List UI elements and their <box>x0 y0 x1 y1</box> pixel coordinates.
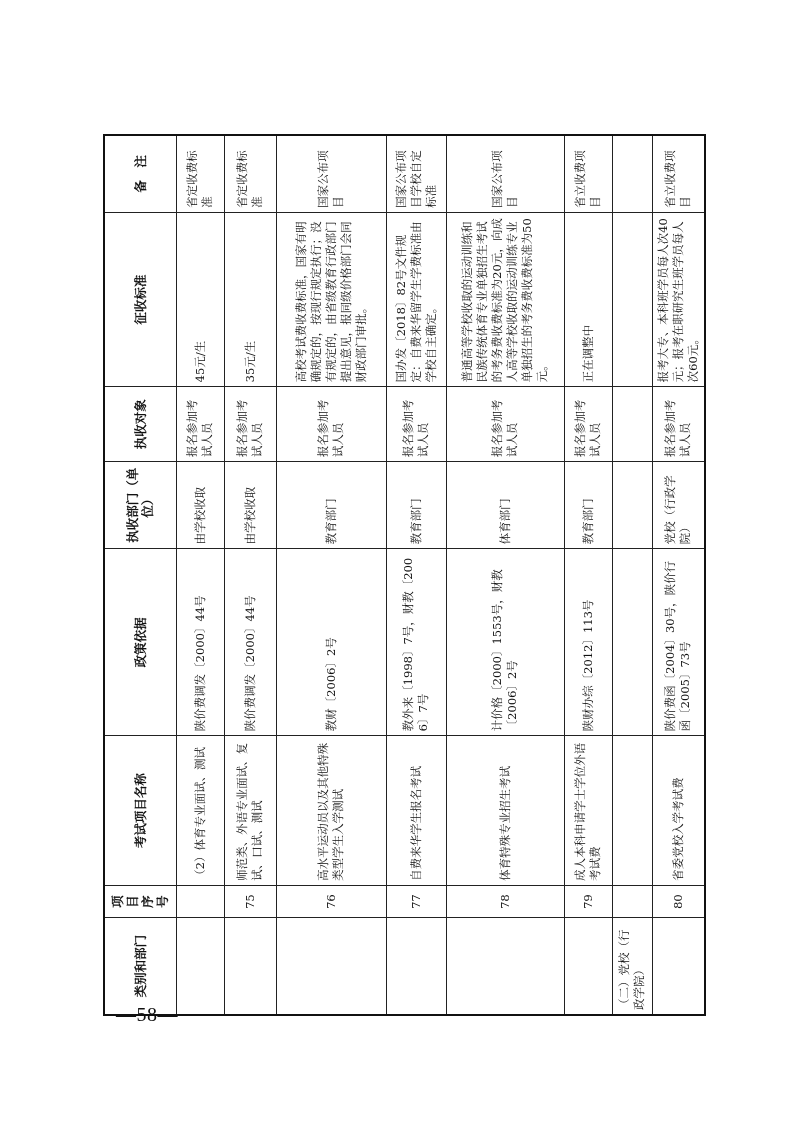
cell-remark: 省定收费标准 <box>176 135 224 212</box>
cell-seq: 78 <box>446 885 564 917</box>
cell-dept: 教育部门 <box>564 462 612 549</box>
table-row <box>224 135 276 1015</box>
cell-dept <box>612 462 652 549</box>
header-target: 执收对象 <box>104 387 176 462</box>
cell-remark: 国家公布项目学校自定标准 <box>386 135 446 212</box>
cell-category <box>276 918 386 1015</box>
rotated-table-wrapper <box>103 134 700 1016</box>
page-number: —58— <box>116 1004 178 1026</box>
cell-category <box>564 918 612 1015</box>
cell-standard <box>612 212 652 387</box>
cell-remark <box>612 135 652 212</box>
cell-policy <box>612 549 652 736</box>
header-name: 考试项目名称 <box>104 736 176 886</box>
cell-name: 省委党校入学考试费 <box>652 736 705 886</box>
cell-standard: 普通高等学校收取的运动训练和民族传统体育专业单独招生考试的考务费收费标准为20元，向成人高等学校收取的运动训练专业单独招生的考务费收费标准为50元。 <box>446 212 564 387</box>
cell-dept: 由学校收取 <box>224 462 276 549</box>
cell-category <box>386 918 446 1015</box>
header-dept: 执收部门（单位） <box>104 462 176 549</box>
table-row <box>446 135 564 1015</box>
table-row <box>652 135 705 1015</box>
cell-category: （二）党校（行政学院） <box>612 918 652 1015</box>
cell-dept: 教育部门 <box>386 462 446 549</box>
cell-seq: 77 <box>386 885 446 917</box>
cell-seq: 76 <box>276 885 386 917</box>
cell-target: 报名参加考试人员 <box>564 387 612 462</box>
fee-table <box>103 134 706 1016</box>
cell-remark: 国家公布项目 <box>276 135 386 212</box>
cell-remark: 省立收费项目 <box>564 135 612 212</box>
header-remark: 备 注 <box>104 135 176 212</box>
header-standard: 征收标准 <box>104 212 176 387</box>
cell-category <box>652 918 705 1015</box>
cell-category <box>446 918 564 1015</box>
cell-policy: 教外来〔1998〕7号，财教〔2006〕7号 <box>386 549 446 736</box>
cell-category <box>176 918 224 1015</box>
table-row <box>564 135 612 1015</box>
cell-category <box>224 918 276 1015</box>
header-seq: 项目序号 <box>104 885 176 917</box>
cell-target: 报名参加考试人员 <box>176 387 224 462</box>
table-row <box>276 135 386 1015</box>
cell-dept: 体育部门 <box>446 462 564 549</box>
header-policy: 政策依据 <box>104 549 176 736</box>
cell-seq: 79 <box>564 885 612 917</box>
table-row <box>386 135 446 1015</box>
cell-name: （2）体育专业面试、测试 <box>176 736 224 886</box>
cell-name <box>612 736 652 886</box>
cell-standard: 国办发〔2018〕82号文件规定：自费来华留学生学费标准由学校自主确定。 <box>386 212 446 387</box>
cell-dept: 党校（行政学院） <box>652 462 705 549</box>
cell-remark: 国家公布项目 <box>446 135 564 212</box>
cell-name: 体育特殊专业招生考试 <box>446 736 564 886</box>
cell-target: 报名参加考试人员 <box>446 387 564 462</box>
cell-name: 成人本科申请学士学位外语考试费 <box>564 736 612 886</box>
cell-standard: 报考大专、本科班学员每人次40元；报考在职研究生班学员每人次60元。 <box>652 212 705 387</box>
cell-target: 报名参加考试人员 <box>224 387 276 462</box>
table-row <box>612 135 652 1015</box>
cell-seq: 80 <box>652 885 705 917</box>
cell-target <box>612 387 652 462</box>
cell-name: 自费来华学生报名考试 <box>386 736 446 886</box>
cell-name: 师范类、外语专业面试、复试、口试、测试 <box>224 736 276 886</box>
cell-policy: 陕财办综〔2012〕113号 <box>564 549 612 736</box>
cell-policy: 陕价费调发〔2000〕44号 <box>176 549 224 736</box>
cell-dept: 教育部门 <box>276 462 386 549</box>
cell-standard: 高校考试费收费标准，国家有明确规定的，按现行规定执行；没有规定的，由省级教育行政部门提出意见，报同级价格部门会同财政部门审批。 <box>276 212 386 387</box>
cell-standard: 正在调整中 <box>564 212 612 387</box>
cell-policy: 陕价费调发〔2000〕44号 <box>224 549 276 736</box>
table-row <box>176 135 224 1015</box>
cell-seq <box>612 885 652 917</box>
cell-remark: 省定收费标准 <box>224 135 276 212</box>
cell-seq: 75 <box>224 885 276 917</box>
cell-target: 报名参加考试人员 <box>386 387 446 462</box>
cell-policy: 计价格〔2000〕1553号，财教〔2006〕2号 <box>446 549 564 736</box>
cell-remark: 省立收费项目 <box>652 135 705 212</box>
table-header-row <box>104 135 176 1015</box>
cell-target: 报名参加考试人员 <box>276 387 386 462</box>
cell-name: 高水平运动员以及其他特殊类型学生入学测试 <box>276 736 386 886</box>
cell-dept: 由学校收取 <box>176 462 224 549</box>
cell-policy: 陕价费函〔2004〕30号，陕价行函〔2005〕73号 <box>652 549 705 736</box>
cell-standard: 35元/生 <box>224 212 276 387</box>
cell-policy: 教财〔2006〕2号 <box>276 549 386 736</box>
cell-target: 报名参加考试人员 <box>652 387 705 462</box>
cell-standard: 45元/生 <box>176 212 224 387</box>
cell-seq <box>176 885 224 917</box>
header-category: 类别和部门 <box>104 918 176 1015</box>
